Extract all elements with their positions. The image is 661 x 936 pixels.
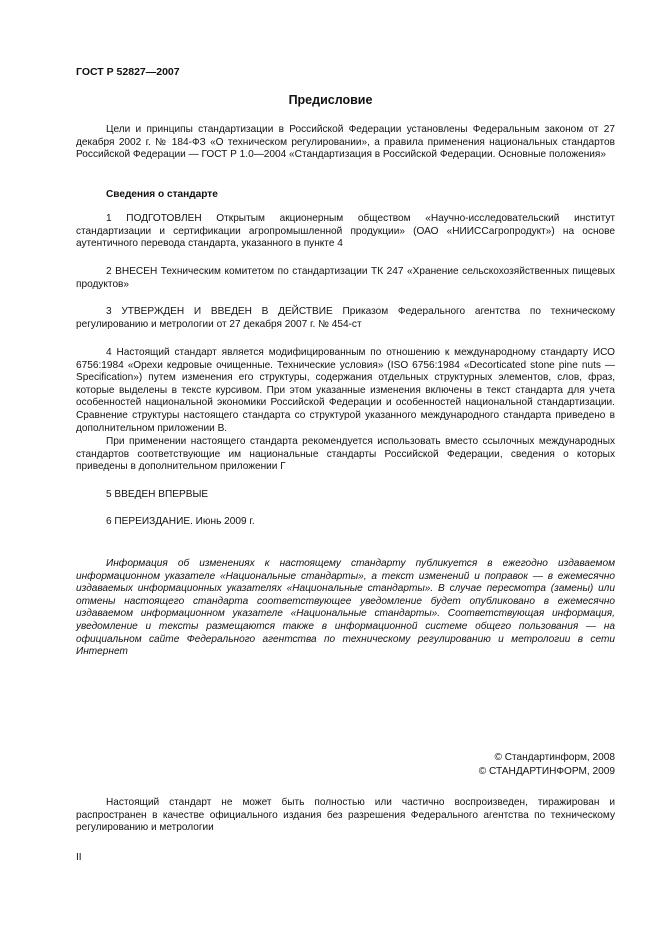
copyright-2009: © СТАНДАРТИНФОРМ, 2009 bbox=[478, 766, 615, 777]
reproduction-note: Настоящий стандарт не может быть полностью или частично воспроизведен, тиражирован и распространен в качестве официального издания без разрешения Федерального агентства по техническому регулированию и метрологии bbox=[76, 797, 615, 834]
foreword-intro: Цели и принципы стандартизации в Российской Федерации установлены Федеральным законом от 27 декабря 2002 г. № 184-ФЗ «О техническом регулировании», а правила применения национальных стандартов Российской Федерации — ГОСТ Р 1.0—2004 «Стандартизация в Российской Федерации. Основные положения» bbox=[76, 124, 615, 161]
copyright-2008: © Стандартинформ, 2008 bbox=[494, 752, 615, 763]
document-code: ГОСТ Р 52827—2007 bbox=[76, 66, 180, 78]
info-item-4: 4 Настоящий стандарт является модифицированным по отношению к международному стандарту ИСО 6756:1984 «Орехи кедровые очищенные. Технические условия» (ISO 6756:1984 «Decorticated stone pine nuts — Specification») путем изменения его структуры, содержания отдельных структурных элементов, слов, фраз, которые выделены в тексте курсивом. При этом указанные изменения включены в текст стандарта для учета особенностей национальной экономики Российской Федерации и особенностей национальной стандартизации. Сравнение структуры настоящего стандарта со структурой указанного международного стандарта приведено в дополнительном приложении В. bbox=[76, 347, 615, 434]
page-number: II bbox=[76, 852, 82, 863]
info-item-3: 3 УТВЕРЖДЕН И ВВЕДЕН В ДЕЙСТВИЕ Приказом Федерального агентства по техническому регулированию и метрологии от 27 декабря 2007 г. № 454-ст bbox=[76, 306, 615, 330]
info-item-5: 5 ВВЕДЕН ВПЕРВЫЕ bbox=[106, 489, 209, 500]
standard-info-heading: Сведения о стандарте bbox=[106, 189, 218, 200]
info-item-2: 2 ВНЕСЕН Техническим комитетом по стандартизации ТК 247 «Хранение сельскохозяйственных пищевых продуктов» bbox=[76, 266, 615, 290]
changes-notice: Информация об изменениях к настоящему стандарту публикуется в ежегодно издаваемом информационном указателе «Национальные стандарты», а текст изменений и поправок — в ежемесячно издаваемых информационных указателях «Национальные стандарты». В случае пересмотра (замены) или отмены настоящего стандарта соответствующее уведомление будет опубликовано в ежемесячно издаваемом информационном указателе «Национальные стандарты». Соответствующая информация, уведомление и тексты размещаются также в информационной системе общего пользования — на официальном сайте Федерального агентства по техническому регулированию и метрологии в сети Интернет bbox=[76, 558, 615, 658]
info-item-6: 6 ПЕРЕИЗДАНИЕ. Июнь 2009 г. bbox=[106, 516, 255, 527]
foreword-title: Предисловие bbox=[288, 93, 373, 107]
info-item-1: 1 ПОДГОТОВЛЕН Открытым акционерным обществом «Научно-исследовательский институт стандартизации и сертификации агропромышленной продукции» (ОАО «НИИССагропродукт») на основе аутентичного перевода стандарта, указанного в пункте 4 bbox=[76, 213, 615, 250]
info-item-4-note: При применении настоящего стандарта рекомендуется использовать вместо ссылочных международных стандартов соответствующие им национальные стандарты Российской Федерации, сведения о которых приведены в дополнительном приложении Г bbox=[76, 436, 615, 473]
